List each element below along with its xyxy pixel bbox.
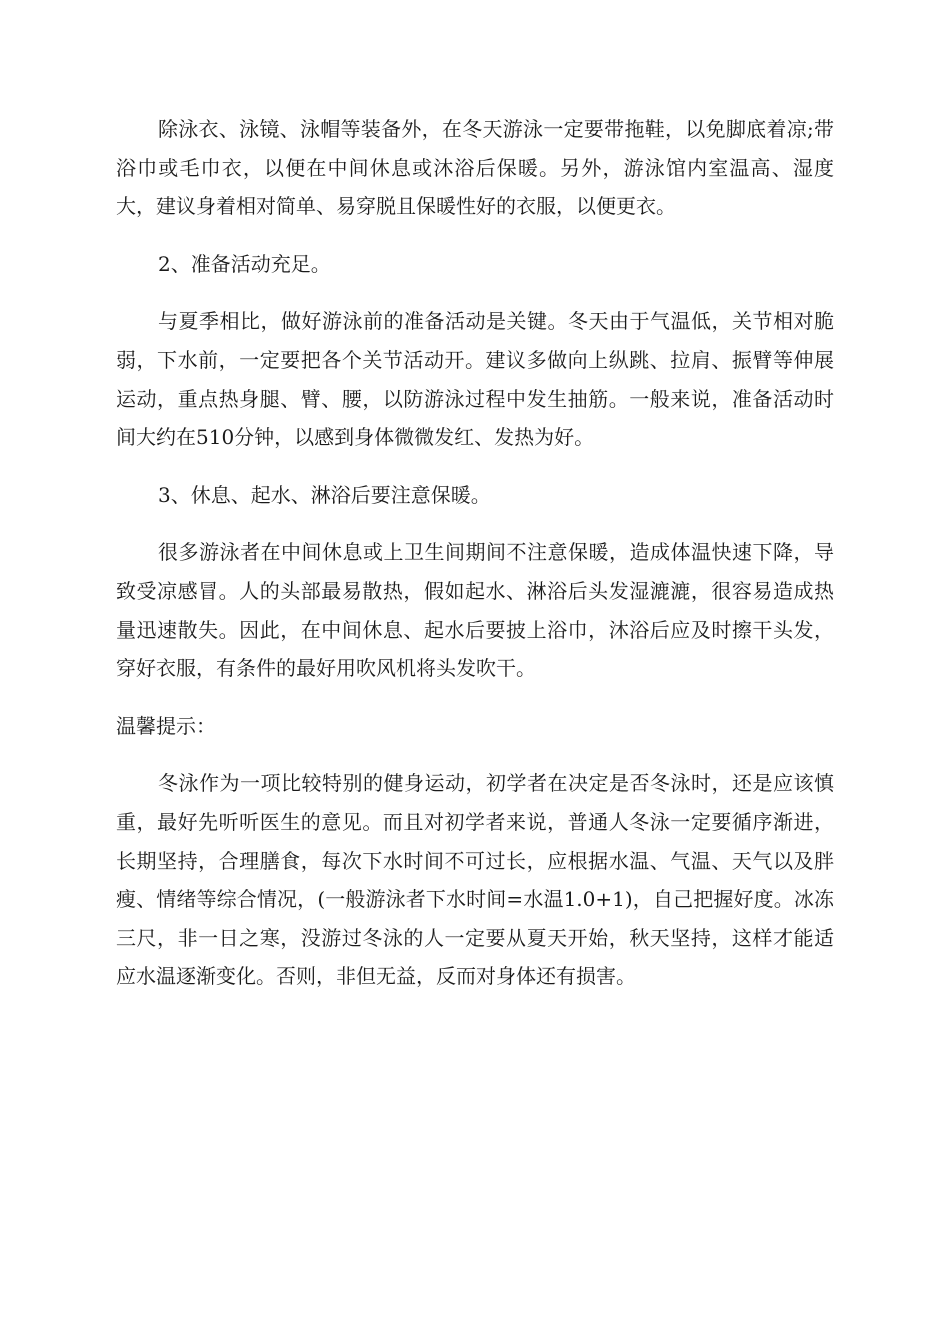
section-heading-keep-warm: 3、休息、起水、淋浴后要注意保暖。: [158, 482, 491, 507]
paragraph-tip: 冬泳作为一项比较特别的健身运动，初学者在决定是否冬泳时，还是应该慎重，最好先听听医生的意见。而且对初学者来说，普通人冬泳一定要循序渐进，长期坚持，合理膳食，每次下水时间不可过长，应根据水温、气温、天气以及胖瘦、情绪等综合情况，(一般游泳者下水时间=水温1.0+1)，自己把握好度。冰冻三尺，非一日之寒，没游过冬泳的人一定要从夏天开始，秋天坚持，这样才能适应水温逐渐变化。否则，非但无益，反而对身体还有损害。: [116, 771, 834, 989]
document-page: [116, 110, 834, 1015]
tip-label: 温馨提示：: [116, 713, 216, 738]
paragraph-keep-warm: 很多游泳者在中间休息或上卫生间期间不注意保暖，造成体温快速下降，导致受凉感冒。人的头部最易散热，假如起水、淋浴后头发湿漉漉，很容易造成热量迅速散失。因此，在中间休息、起水后要披上浴巾，沐浴后应及时擦干头发，穿好衣服，有条件的最好用吹风机将头发吹干。: [116, 540, 834, 681]
section-heading-warmup: 2、准备活动充足。: [158, 251, 331, 276]
paragraph-warmup: 与夏季相比，做好游泳前的准备活动是关键。冬天由于气温低，关节相对脆弱，下水前，一定要把各个关节活动开。建议多做向上纵跳、拉肩、振臂等伸展运动，重点热身腿、臂、腰，以防游泳过程中发生抽筋。一般来说，准备活动时间大约在510分钟，以感到身体微微发红、发热为好。: [116, 309, 834, 450]
paragraph-equipment: 除泳衣、泳镜、泳帽等装备外，在冬天游泳一定要带拖鞋，以免脚底着凉;带浴巾或毛巾衣，以便在中间休息或沐浴后保暖。另外，游泳馆内室温高、湿度大，建议身着相对简单、易穿脱且保暖性好的衣服，以便更衣。: [116, 117, 834, 219]
